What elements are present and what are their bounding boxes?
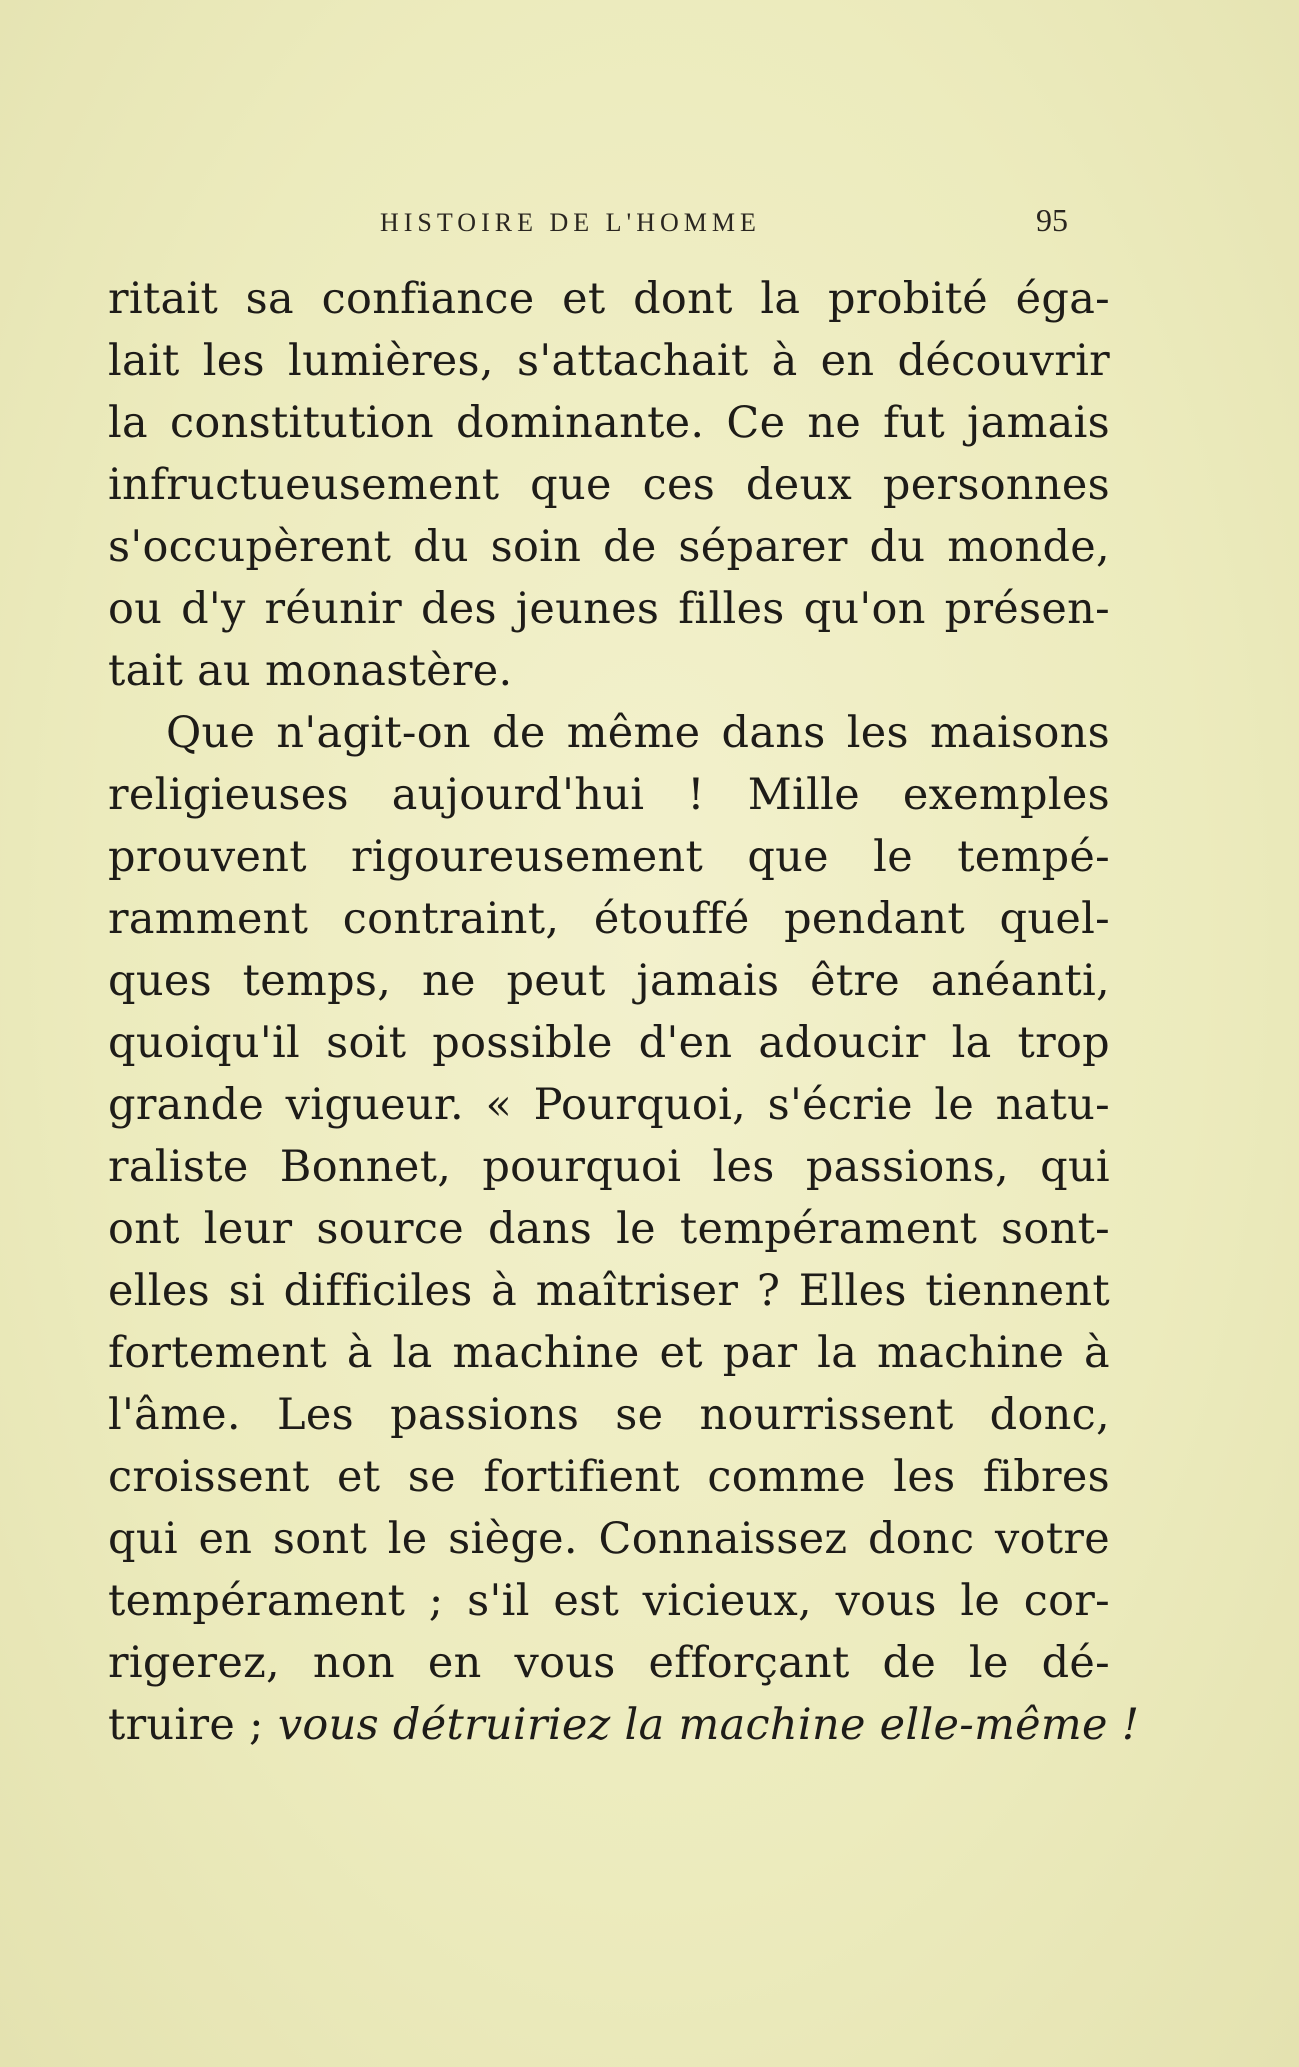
text-line: rigerez, non en vous efforçant de le dé- [108,1638,1110,1688]
text-line: infructueusement que ces deux personnes [108,460,1110,510]
text-line: tait au monastère. [108,646,513,696]
body-text [108,268,1140,1756]
text-line: raliste Bonnet, pourquoi les passions, qui [108,1142,1110,1192]
text-line: religieuses aujourd'hui ! Mille exemples [108,770,1110,820]
text-line: qui en sont le siège. Connaissez donc votre [108,1514,1110,1564]
running-head: HISTOIRE DE L'HOMME [380,208,761,237]
text-line: fortement à la machine et par la machine à [108,1328,1110,1378]
text-line: l'âme. Les passions se nourrissent donc, [108,1390,1110,1440]
text-line: Que n'agit-on de même dans les maisons [166,708,1110,758]
text-line: ramment contraint, étouffé pendant quel- [108,894,1110,944]
page-number: 95 [1036,202,1068,238]
final-line-italic: vous détruiriez la machine elle-même ! [277,1700,1140,1750]
text-line: quoiqu'il soit possible d'en adoucir la trop [108,1018,1110,1068]
text-line-final [108,1694,1140,1756]
text-line: prouvent rigoureusement que le tempé- [108,832,1110,882]
text-line: lait les lumières, s'attachait à en découvrir [108,336,1110,386]
text-line: elles si difficiles à maîtriser ? Elles tiennent [108,1266,1110,1316]
text-line: ques temps, ne peut jamais être anéanti, [108,956,1110,1006]
final-line-roman: truire ; [108,1700,278,1750]
text-line: ou d'y réunir des jeunes filles qu'on présen- [108,584,1110,634]
text-line: la constitution dominante. Ce ne fut jamais [108,398,1110,448]
text-line: s'occupèrent du soin de séparer du monde, [108,522,1110,572]
text-line: ont leur source dans le tempérament sont- [108,1204,1110,1254]
text-line: tempérament ; s'il est vicieux, vous le cor- [108,1576,1110,1626]
text-line: grande vigueur. « Pourquoi, s'écrie le natu- [108,1080,1110,1130]
text-line: croissent et se fortifient comme les fibres [108,1452,1110,1502]
text-line: ritait sa confiance et dont la probité éga- [108,274,1110,324]
